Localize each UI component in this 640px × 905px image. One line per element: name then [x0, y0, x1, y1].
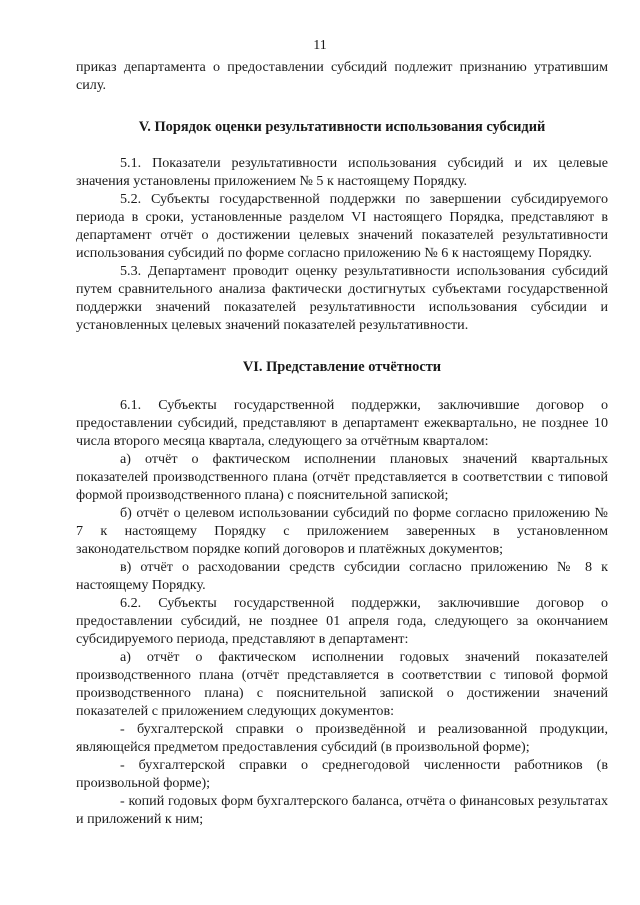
section-5-heading: V. Порядок оценки результативности использования субсидий [138, 119, 546, 135]
section-6-heading: VI. Представление отчётности [242, 359, 442, 375]
paragraph-6-2-a: а) отчёт о фактическом исполнении годовых значений показателей производственного плана (отчёт представляется в соответствии с типовой формой производственного плана) с пояснительной запиской о достижении значений показателей с приложением следующих документов: [76, 649, 608, 719]
list-item-accounting-statement-products: - бухгалтерской справки о произведённой и реализованной продукции, являющейся предметом предоставления субсидий (в произвольной форме); [76, 721, 608, 755]
intro-paragraph: приказ департамента о предоставлении субсидий подлежит признанию утратившим силу. [76, 59, 608, 93]
paragraph-6-1-v: в) отчёт о расходовании средств субсидии согласно приложению № 8 к настоящему Порядку. [76, 559, 608, 593]
paragraph-5-1: 5.1. Показатели результативности использования субсидий и их целевые значения установлены приложением № 5 к настоящему Порядку. [76, 155, 608, 189]
paragraph-5-2: 5.2. Субъекты государственной поддержки по завершении субсидируемого периода в сроки, установленные разделом VI настоящего Порядка, представляют в департамент отчёт о достижении целевых значений показателей результативности использования субсидий по форме согласно приложению № 6 к настоящему Порядку. [76, 191, 608, 261]
paragraph-6-1-b: б) отчёт о целевом использовании субсидий по форме согласно приложению № 7 к настоящему Порядку с приложением заверенных в установленном законодательством порядке копий договоров и платёжных документов; [76, 505, 608, 557]
paragraph-6-1: 6.1. Субъекты государственной поддержки, заключившие договор о предоставлении субсидий, представляют в департамент ежеквартально, не позднее 10 числа второго месяца квартала, следующего за отчётным кварталом: [76, 397, 608, 449]
paragraph-6-2: 6.2. Субъекты государственной поддержки, заключившие договор о предоставлении субсидий, не позднее 01 апреля года, следующего за окончанием субсидируемого периода, представляют в департамент: [76, 595, 608, 647]
paragraph-6-1-a: а) отчёт о фактическом исполнении плановых значений квартальных показателей производственного плана (отчёт представляется в соответствии с типовой формой производственного плана) с пояснительной запиской; [76, 451, 608, 503]
list-item-accounting-statement-employees: - бухгалтерской справки о среднегодовой численности работников (в произвольной форме); [76, 757, 608, 791]
page-number: 11 [313, 38, 327, 53]
paragraph-5-3: 5.3. Департамент проводит оценку результативности использования субсидий путем сравнительного анализа фактически достигнутых субъектами государственной поддержки значений показателей результативности использования субсидии и установленных целевых значений показателей результативности. [76, 263, 608, 333]
list-item-balance-sheet-copies: - копий годовых форм бухгалтерского баланса, отчёта о финансовых результатах и приложений к ним; [76, 793, 608, 827]
document-body [76, 58, 608, 828]
